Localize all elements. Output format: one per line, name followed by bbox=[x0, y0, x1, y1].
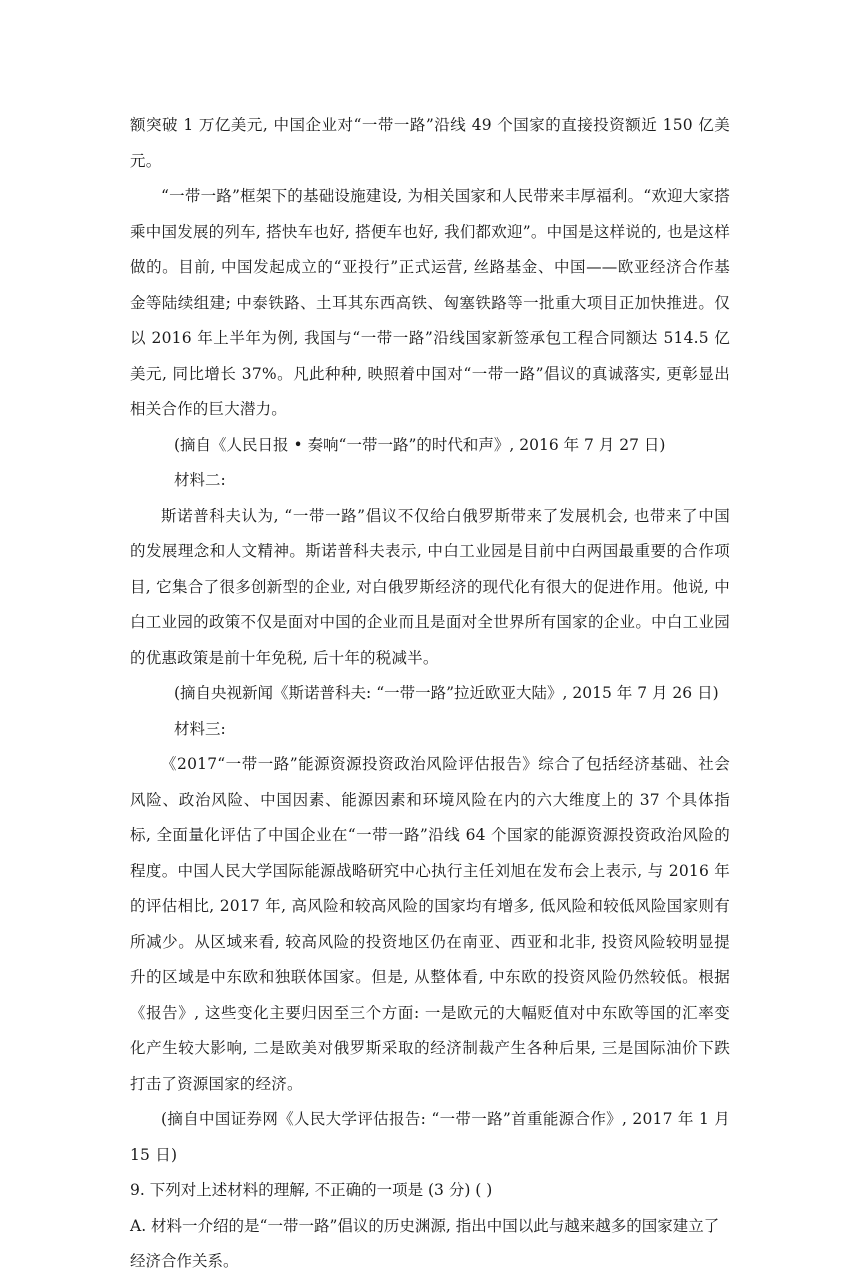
question-9-option-a: A. 材料一介绍的是“一带一路”倡议的历史渊源, 指出中国以此与越来越多的国家建立了经济合作关系。 bbox=[130, 1216, 720, 1270]
material3-source: (摘自中国证券网《人民大学评估报告: “一带一路”首重能源合作》, 2017 年 1 月 15 日) bbox=[130, 1110, 730, 1164]
material3-label: 材料三: bbox=[174, 719, 226, 738]
material3-paragraph: 《2017“一带一路”能源资源投资政治风险评估报告》综合了包括经济基础、社会风险、政治风险、中国因素、能源因素和环境风险在内的六大维度上的 37 个具体指标, 全面量化评估了中国企业在“一带一路”沿线 64 个国家的能源资源投资政治风险的程度。中国人民大学国际能源战略研究中心执行主任刘旭在发布会上表示, 与 2016 年的评估相比, 2017 年, 高风险和较高风险的国家均有增多, 低风险和较低风险国家则有所减少。从区域来看, 较高风险的投资地区仍在南亚、西亚和北非, 投资风险较明显提升的区域是中东欧和独联体国家。但是, 从整体看, 中东欧的投资风险仍然较低。根据《报告》, 这些变化主要归因至三个方面: 一是欧元的大幅贬值对中东欧等国的汇率变化产生较大影响, 二是欧美对俄罗斯采取的经济制裁产生各种后果, 三是国际油价下跌打击了资源国家的经济。 bbox=[130, 755, 730, 1093]
material1-paragraph-2: “一带一路”框架下的基础设施建设, 为相关国家和人民带来丰厚福利。“欢迎大家搭乘中国发展的列车, 搭快车也好, 搭便车也好, 我们都欢迎”。中国是这样说的, 也是这样做的。目前, 中国发起成立的“亚投行”正式运营, 丝路基金、中国——欧亚经济合作基金等陆续组建; 中泰铁路、土耳其东西高铁、匈塞铁路等一批重大项目正加快推进。仅以 2016 年上半年为例, 我国与“一带一路”沿线国家新签承包工程合同额达 514.5 亿美元, 同比增长 37%。凡此种种, 映照着中国对“一带一路”倡议的真诚落实, 更彰显出相关合作的巨大潜力。 bbox=[130, 187, 730, 418]
material2-paragraph: 斯诺普科夫认为, “一带一路”倡议不仅给白俄罗斯带来了发展机会, 也带来了中国的发展理念和人文精神。斯诺普科夫表示, 中白工业园是目前中白两国最重要的合作项目, 它集合了很多创新型的企业, 对白俄罗斯经济的现代化有很大的促进作用。他说, 中白工业园的政策不仅是面对中国的企业而且是面对全世界所有国家的企业。中白工业园的优惠政策是前十年免税, 后十年的税减半。 bbox=[130, 506, 730, 667]
document-body bbox=[130, 108, 730, 1280]
material1-paragraph-1: 额突破 1 万亿美元, 中国企业对“一带一路”沿线 49 个国家的直接投资额近 150 亿美元。 bbox=[130, 116, 730, 170]
question-9-stem: 9. 下列对上述材料的理解, 不正确的一项是 (3 分) ( ) bbox=[130, 1181, 493, 1199]
material1-source: (摘自《人民日报 • 奏响“一带一路”的时代和声》, 2016 年 7 月 27 日) bbox=[174, 435, 666, 454]
material2-source: (摘自央视新闻《斯诺普科夫: “一带一路”拉近欧亚大陆》, 2015 年 7 月 26 日) bbox=[174, 684, 719, 702]
material2-label: 材料二: bbox=[174, 471, 226, 489]
